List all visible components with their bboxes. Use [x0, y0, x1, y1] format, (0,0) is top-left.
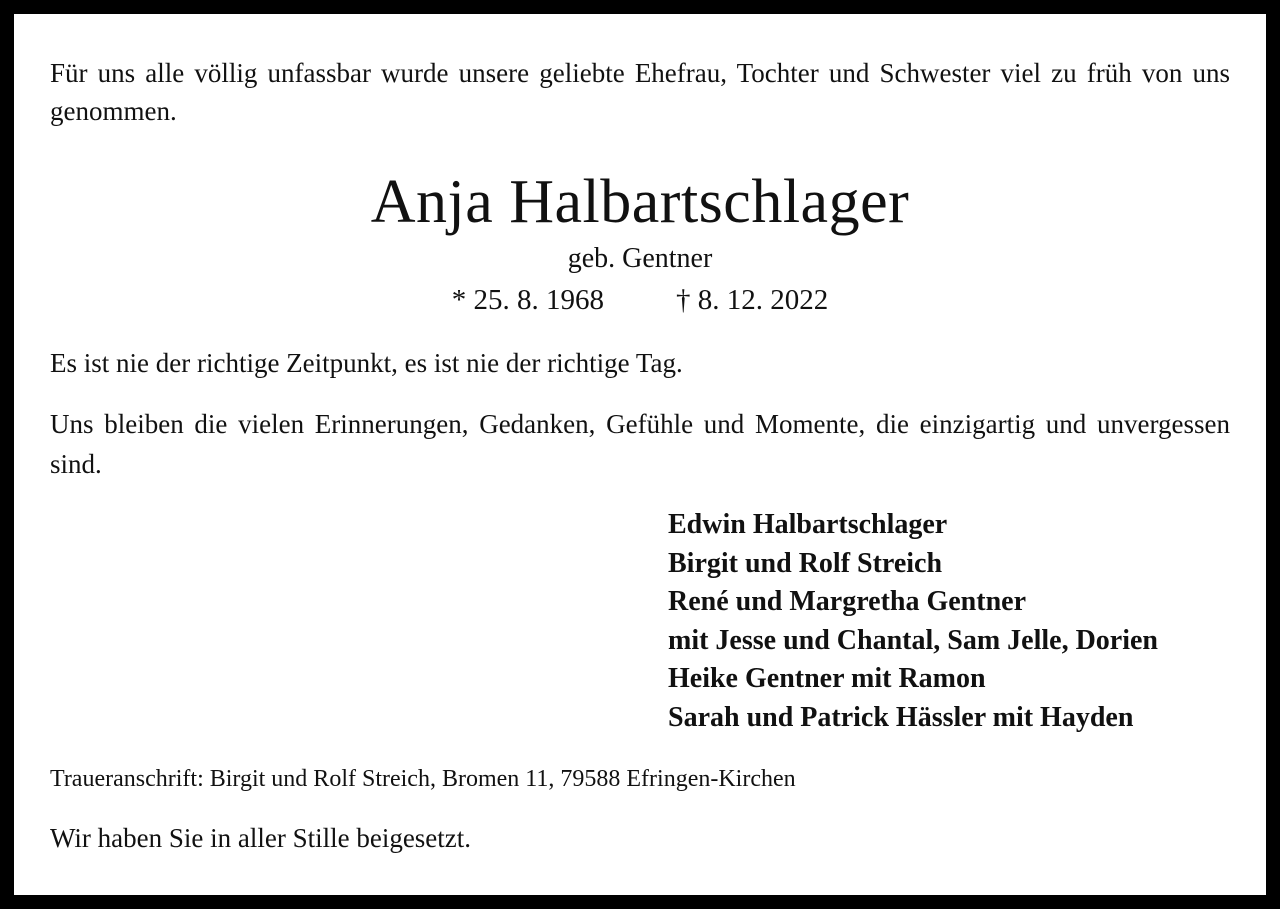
- maiden-name: geb. Gentner: [567, 243, 713, 274]
- mourner-entry: Sarah und Patrick Hässler mit Hayden: [668, 701, 1134, 733]
- mourners-list: [668, 506, 1158, 737]
- birth-date: * 25. 8. 1968: [451, 284, 604, 316]
- mourner-entry: René und Margretha Gentner: [668, 586, 1026, 617]
- mourner-entry: mit Jesse und Chantal, Sam Jelle, Dorien: [668, 624, 1158, 656]
- deceased-name: Anja Halbartschlager: [370, 168, 910, 236]
- closing-text: Wir haben Sie in aller Stille beigesetzt.: [50, 823, 472, 853]
- intro-text: Für uns alle völlig unfassbar wurde unsere geliebte Ehefrau, Tochter und Schwester viel zu früh von uns genommen.: [50, 58, 1230, 126]
- mourning-address: Traueranschrift: Birgit und Rolf Streich, Bromen 11, 79588 Efringen-Kirchen: [50, 766, 796, 792]
- death-date: † 8. 12. 2022: [676, 284, 829, 316]
- mourner-entry: Heike Gentner mit Ramon: [668, 663, 986, 694]
- obituary-notice: [14, 14, 1266, 895]
- mourner-entry: Edwin Halbartschlager: [668, 509, 948, 540]
- quote-line-2: Uns bleiben die vielen Erinnerungen, Gedanken, Gefühle und Momente, die einzigartig und unvergessen sind.: [50, 409, 1230, 479]
- mourner-entry: Birgit und Rolf Streich: [668, 547, 943, 579]
- quote-line-1: Es ist nie der richtige Zeitpunkt, es ist nie der richtige Tag.: [50, 348, 683, 378]
- life-dates: [14, 282, 1266, 318]
